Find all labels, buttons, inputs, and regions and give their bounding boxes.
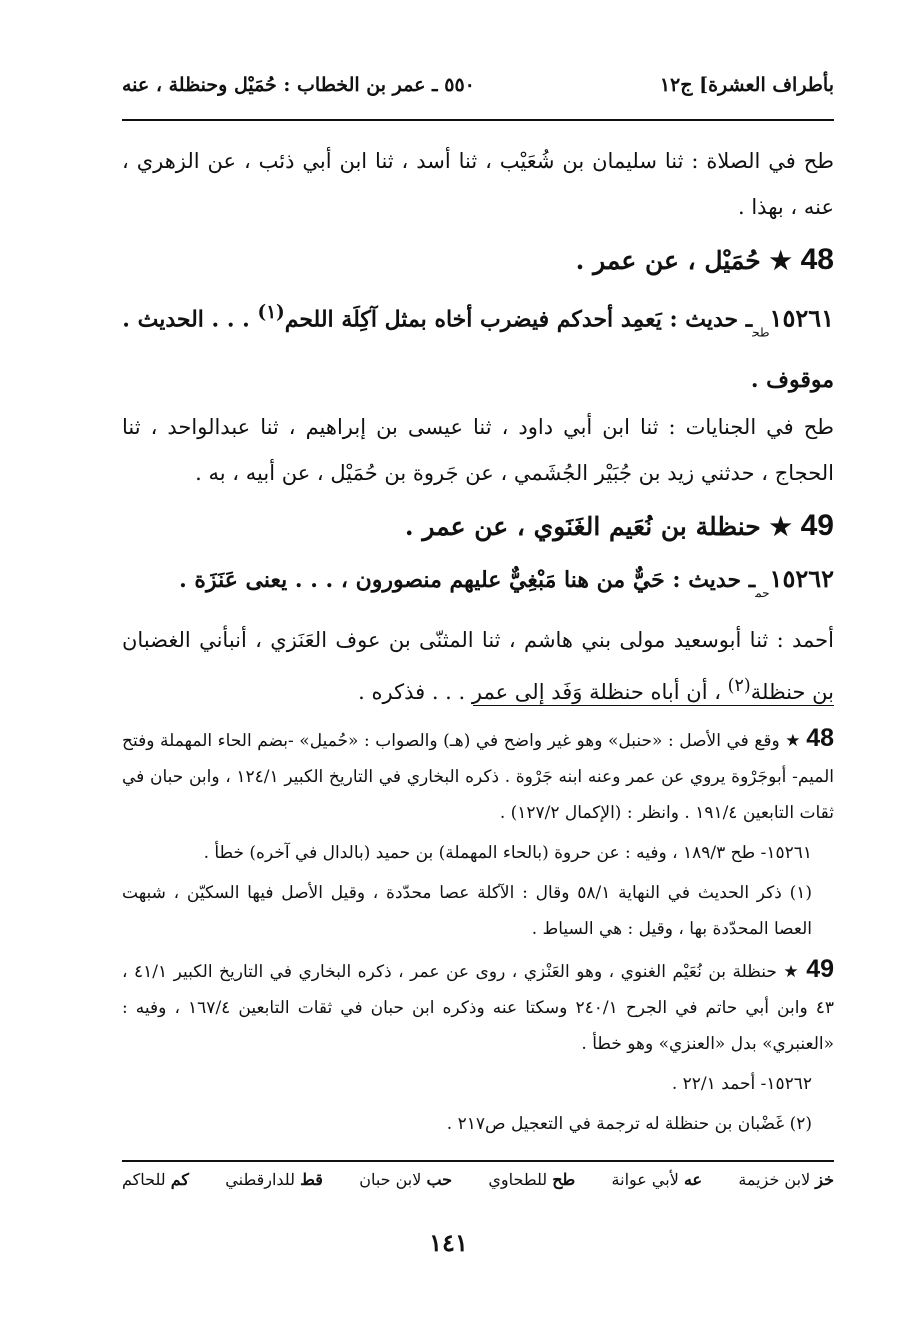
abbreviation-item: عه لأبي عوانة bbox=[611, 1170, 703, 1189]
entry-number: 49 bbox=[800, 509, 834, 543]
entry-48 bbox=[122, 236, 834, 285]
entry-49 bbox=[122, 502, 834, 551]
isnad-text: أحمد : ثنا أبوسعيد مولى بني هاشم ، ثنا المثنّى بن عوف العَنَزي ، أنبأني الغضبان بن حنظلة bbox=[122, 628, 834, 705]
hadith-15261 bbox=[122, 289, 834, 404]
note-number: 48 bbox=[806, 724, 835, 752]
footnote-rule bbox=[473, 705, 834, 706]
footnote-ref: (١) bbox=[257, 302, 285, 323]
note-49 bbox=[122, 951, 834, 1062]
abbreviations-rule bbox=[122, 1160, 834, 1162]
note-48 bbox=[122, 720, 834, 831]
note-2: (٢) غَضْبان بن حنظلة له ترجمة في التعجيل ص٢١٧ . bbox=[446, 1114, 812, 1134]
main-text bbox=[122, 138, 834, 715]
hadith-number: ١٥٢٦٢ bbox=[769, 564, 834, 594]
paragraph-tahawi-jinayat: طح في الجنايات : ثنا ابن أبي داود ، ثنا عيسى بن إبراهيم ، ثنا عبدالواحد ، ثنا الحجاج ، حدثني زيد بن جُبَيْر الجُشَمي ، عن جَروة بن حُمَيْل ، عن أبيه ، به . bbox=[122, 415, 834, 486]
header-volume: بأطراف العشرة] ج١٢ bbox=[659, 74, 834, 96]
abbreviation-item: كم للحاكم bbox=[122, 1170, 189, 1189]
hadith-text: ـ حديث : حَيٌّ من هنا مَبْغِيٌّ عليهم منصورون ، . . . يعنى عَنَزَة . bbox=[179, 567, 756, 594]
entry-title: حنظلة بن نُعَيم الغَنَوي ، عن عمر . bbox=[404, 512, 761, 542]
star-icon: ★ bbox=[785, 731, 801, 751]
note-15261: ١٥٢٦١- طح ١٨٩/٣ ، وفيه : عن حروة (بالحاء المهملة) بن حميد (بالدال في آخره) خطأ . bbox=[203, 843, 812, 863]
star-icon: ★ bbox=[769, 512, 792, 542]
note-text: حنظلة بن نُعَيْم الغنوي ، وهو العَنْزي ، روى عن عمر ، ذكره البخاري في التاريخ الكبير ٤١/١ ، ٤٣ وابن أبي حاتم في الجرح ٢٤٠/١ وسكتا عنه وذكره ابن حبان في ثقات التابعين ١٦٧/٤ ، وفيه : «العنبري» بدل «العنزي» وهو خطأ . bbox=[122, 962, 834, 1054]
source-tag: طح bbox=[752, 325, 770, 340]
entry-number: 48 bbox=[800, 243, 834, 276]
isnad-rest: ، أن أباه حنظلة وَفَد إلى عمر . . . فذكره . bbox=[358, 680, 728, 705]
star-icon: ★ bbox=[783, 962, 800, 982]
hadith-rest: . . . الحديث . موقوف . bbox=[122, 306, 834, 394]
abbreviation-item: قط للدارقطني bbox=[225, 1170, 323, 1189]
paragraph-ahmad bbox=[122, 617, 834, 715]
entry-title: حُمَيْل ، عن عمر . bbox=[575, 246, 761, 275]
note-number: 49 bbox=[806, 955, 835, 983]
abbreviation-item: حب لابن حبان bbox=[359, 1170, 453, 1189]
abbreviation-item: طح للطحاوي bbox=[488, 1170, 576, 1189]
header-section: ٥٥٠ ـ عمر بن الخطاب : حُمَيْل وحنظلة ، عنه bbox=[122, 74, 475, 96]
header-rule bbox=[122, 119, 834, 121]
hadith-15262 bbox=[122, 555, 834, 617]
paragraph-tahawi-salat: طح في الصلاة : ثنا سليمان بن شُعَيْب ، ثنا أسد ، ثنا ابن أبي ذئب ، عن الزهري ، عنه ، بهذا . bbox=[122, 149, 834, 219]
footnote-ref: (٢) bbox=[727, 676, 751, 697]
running-header bbox=[122, 70, 834, 106]
hadith-number: ١٥٢٦١ bbox=[769, 303, 834, 333]
note-1: (١) ذكر الحديث في النهاية ٥٨/١ وقال : الآكلة عصا محدّدة ، وقيل الأصل فيها السكيّن ، شبهت العصا المحدّدة بها ، وقيل : هي السياط . bbox=[122, 883, 813, 939]
abbreviation-item: خز لابن خزيمة bbox=[738, 1170, 834, 1189]
footnotes bbox=[122, 720, 834, 1146]
star-icon: ★ bbox=[769, 246, 792, 275]
source-tag: حم bbox=[755, 586, 770, 601]
hadith-text: ـ حديث : يَعمِد أحدكم فيضرب أخاه بمثل آكِلَة اللحم bbox=[284, 306, 753, 333]
abbreviations-legend bbox=[122, 1170, 834, 1189]
note-text: وقع في الأصل : «حنبل» وهو غير واضح في (هـ) والصواب : «حُميل» -بضم الحاء المهملة وفتح الميم- أبوجَرْوة يروي عن عمر وعنه ابنه جَرْوة . ذكره البخاري في التاريخ الكبير ١٢٤/١ ، وابن حبان في ثقات التابعين ١٩١/٤ . وانظر : (الإكمال ١٢٧/٢) . bbox=[122, 731, 834, 823]
note-15262: ١٥٢٦٢- أحمد ٢٢/١ . bbox=[671, 1074, 812, 1094]
page-number: ١٤١ bbox=[429, 1228, 468, 1257]
